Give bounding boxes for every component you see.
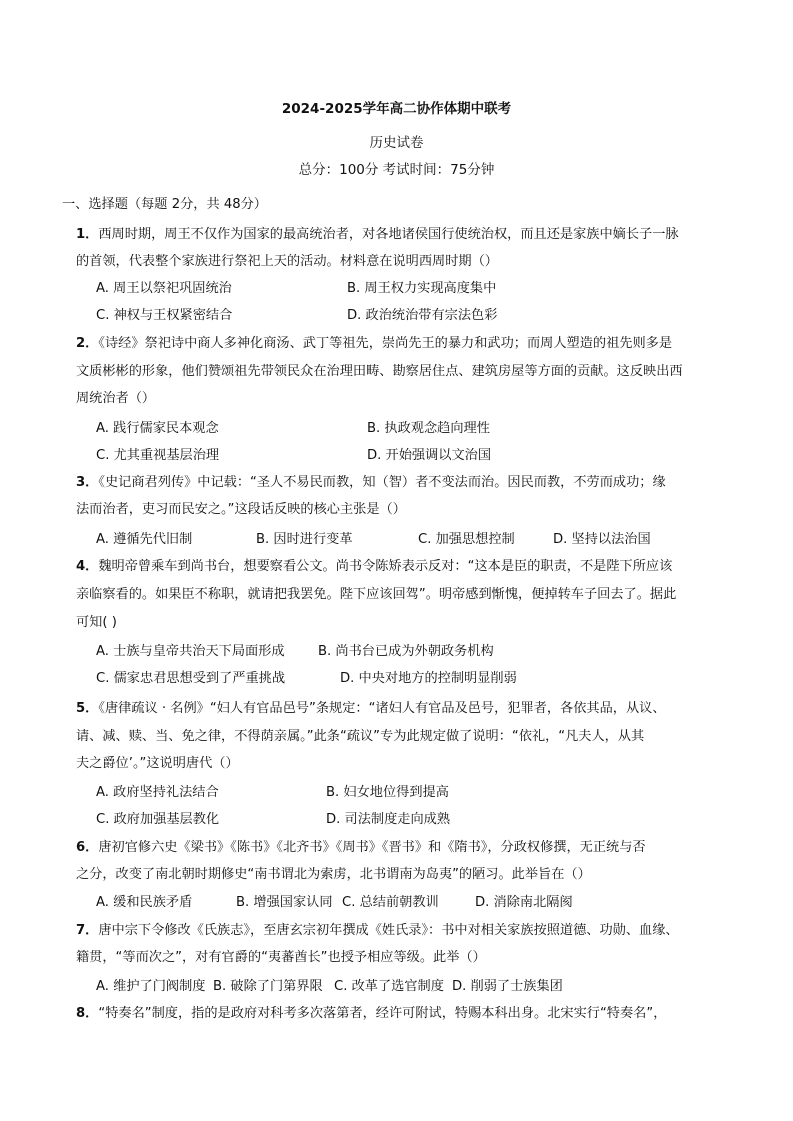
option-c: C. 儒家忠君思想受到了严重挑战 xyxy=(96,671,286,686)
option-d: D. 坚持以法治国 xyxy=(553,532,651,547)
option-b: B. 因时进行变革 xyxy=(256,532,353,547)
option-a: A. 政府坚持礼法结合 xyxy=(96,785,219,800)
question-5-line-3: 夫之爵位’。”这说明唐代（） xyxy=(76,756,239,771)
question-text: 西周时期，周王不仅作为国家的最高统治者，对各地诸侯国行使统治权，而且还是家族中嫡长子一脉 xyxy=(98,227,679,242)
option-c: C. 加强思想控制 xyxy=(418,532,515,547)
question-1-line-2: 的首领，代表整个家族进行祭祀上天的活动。材料意在说明西周时期（） xyxy=(76,254,498,269)
option-b: B. 周王权力实现高度集中 xyxy=(347,281,497,296)
option-c: C. 总结前朝教训 xyxy=(342,895,439,910)
option-a: A. 缓和民族矛盾 xyxy=(96,895,193,910)
option-c: C. 神权与王权紧密结合 xyxy=(96,308,233,323)
option-a: A. 遵循先代旧制 xyxy=(96,532,193,547)
option-d: D. 中央对地方的控制明显削弱 xyxy=(340,671,517,686)
option-d: D. 司法制度走向成熟 xyxy=(326,812,451,827)
question-6-line-1 xyxy=(76,836,646,855)
option-b: B. 增强国家认同 xyxy=(236,895,333,910)
question-text: 唐中宗下令修改《氏族志》，至唐玄宗初年撰成《姓氏录》：书中对相关家族按照道德、功勋、血缘、 xyxy=(98,923,679,938)
question-8-line-1 xyxy=(76,1002,666,1021)
option-c: C. 改革了选官制度 xyxy=(334,979,444,994)
option-d: D. 消除南北隔阂 xyxy=(475,895,573,910)
option-a: A. 维护了门阀制度 xyxy=(96,979,206,994)
question-1-line-1 xyxy=(76,223,679,242)
question-3-line-2: 法而治者，吏习而民安之。”这段话反映的核心主张是（） xyxy=(76,502,406,517)
question-5-line-2: 请、减、赎、当、免之律，不得荫亲属。”此条“疏议”专为此规定做了说明：“依礼，“凡夫人，从其 xyxy=(76,729,645,744)
question-number: 5． xyxy=(76,701,99,716)
option-a: A. 周王以祭祀巩固统治 xyxy=(96,281,232,296)
question-3-line-1 xyxy=(76,471,666,490)
exam-title: 2024-2025学年高二协作体期中联考 xyxy=(281,101,512,117)
question-text: 《史记商君列传》中记载：“圣人不易民而教，知（智）者不变法而治。因民而教，不劳而成功；缘 xyxy=(98,475,666,490)
option-b: B. 妇女地位得到提高 xyxy=(326,785,449,800)
question-2-line-3: 周统治者（） xyxy=(76,391,156,406)
question-number: 2． xyxy=(76,336,99,351)
question-text: “特奏名”制度，指的是政府对科考多次落第者，经许可附试，特赐本科出身。北宋实行“特奏名”， xyxy=(98,1006,667,1021)
question-4-line-2: 亲临察看的。如果臣不称职，就请把我罢免。陛下应该回驾”。明帝感到惭愧，便掉转车子回去了。据此 xyxy=(76,587,677,602)
option-d: D. 政治统治带有宗法色彩 xyxy=(347,308,498,323)
option-c: C. 政府加强基层教化 xyxy=(96,812,220,827)
question-text: 《唐律疏议 · 名例》“妇人有官品邑号”条规定：“诸妇人有官品及邑号，犯罪者，各依其品，从议、 xyxy=(98,701,666,716)
question-number: 4． xyxy=(76,559,99,574)
option-a: A. 践行儒家民本观念 xyxy=(96,421,219,436)
option-b: B. 破除了门第界限 xyxy=(213,979,323,994)
exam-meta: 总分：100分 考试时间：75分钟 xyxy=(298,162,495,178)
section-heading: 一、选择题（每题 2分，共 48分） xyxy=(62,197,267,212)
question-2-line-2: 文质彬彬的形象，他们赞颂祖先带领民众在治理田畴、勘察居住点、建筑房屋等方面的贡献。这反映出西 xyxy=(76,364,683,379)
question-number: 8． xyxy=(76,1006,99,1021)
question-6-line-2: 之分，改变了南北朝时期修史“南书谓北为索虏，北书谓南为岛夷”的陋习。此举旨在（） xyxy=(76,867,591,882)
option-b: B. 尚书台已成为外朝政务机构 xyxy=(318,644,494,659)
question-number: 6． xyxy=(76,840,99,855)
question-5-line-1 xyxy=(76,697,666,716)
question-text: 《诗经》祭祀诗中商人多神化商汤、武丁等祖先，崇尚先王的暴力和武功；而周人塑造的祖先则多是 xyxy=(98,336,673,351)
question-number: 3． xyxy=(76,475,99,490)
option-d: D. 削弱了士族集团 xyxy=(452,979,563,994)
question-7-line-2: 籍贯，“等而次之”，对有官爵的“夷蕃酋长”也授予相应等级。此举（） xyxy=(76,950,486,965)
question-text: 唐初官修六史《梁书》《陈书》《北齐书》《周书》《晋书》和《隋书》，分政权修撰，无正统与否 xyxy=(98,840,646,855)
option-d: D. 开始强调以文治国 xyxy=(367,448,492,463)
exam-subject: 历史试卷 xyxy=(369,135,424,151)
question-4-line-1 xyxy=(76,555,672,574)
question-7-line-1 xyxy=(76,919,679,938)
option-b: B. 执政观念趋向理性 xyxy=(367,421,490,436)
question-4-line-3: 可知( ) xyxy=(76,615,117,630)
question-number: 7． xyxy=(76,923,99,938)
question-number: 1． xyxy=(76,227,99,242)
question-2-line-1 xyxy=(76,332,672,351)
question-text: 魏明帝曾乘车到尚书台，想要察看公文。尚书令陈矫表示反对：“这本是臣的职责，不是陛下所应该 xyxy=(98,559,673,574)
option-a: A. 士族与皇帝共治天下局面形成 xyxy=(96,644,285,659)
option-c: C. 尤其重视基层治理 xyxy=(96,448,220,463)
